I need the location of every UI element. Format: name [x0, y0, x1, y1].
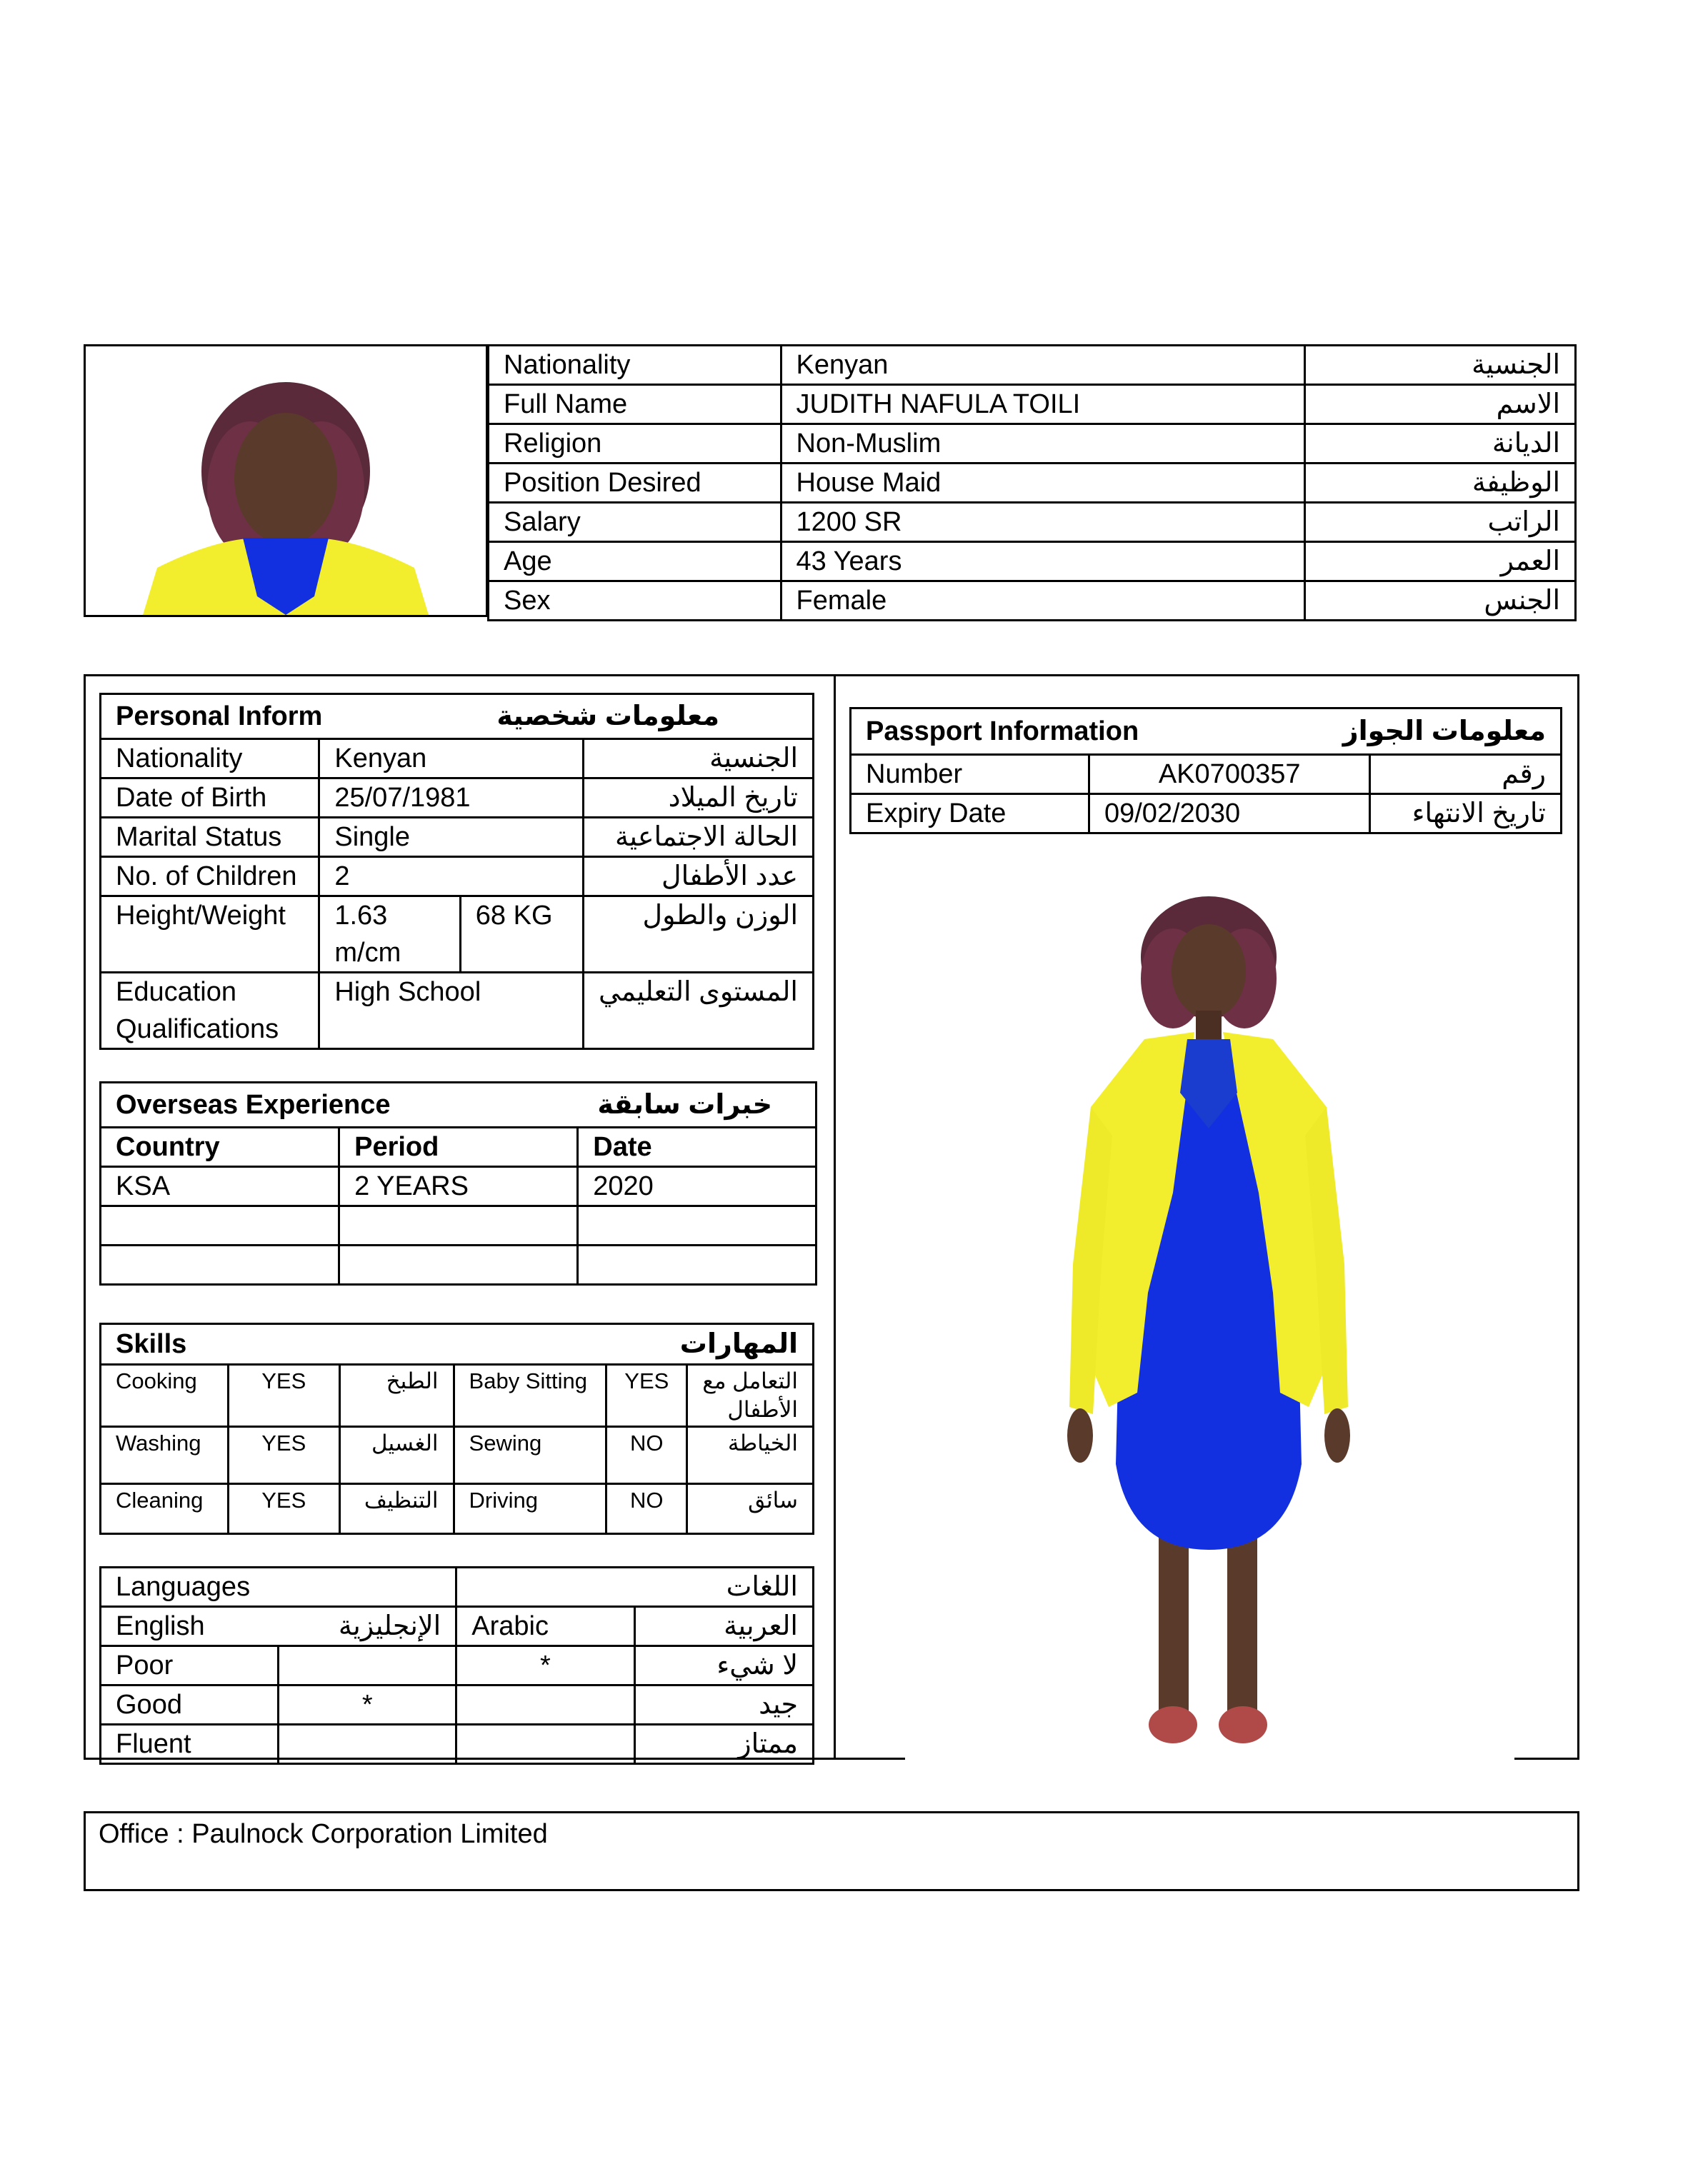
language-level-row	[101, 1685, 814, 1725]
arabic-level-mark	[456, 1725, 634, 1764]
skill-value: YES	[228, 1484, 339, 1534]
languages-title-row	[101, 1568, 814, 1607]
table-cell	[339, 1246, 578, 1285]
field-label: Marital Status	[101, 818, 319, 857]
passport-title-ar: معلومات الجواز	[1342, 716, 1546, 746]
skill-name-ar: الطبخ	[339, 1365, 454, 1427]
skill-name: Baby Sitting	[454, 1365, 606, 1427]
main-frame-right-border	[1577, 674, 1579, 1760]
main-frame-top-border	[84, 674, 1579, 676]
header-row	[489, 464, 1576, 503]
level-label-ar: ممتاز	[634, 1725, 813, 1764]
header-photo-frame	[84, 344, 488, 617]
language-english-ar: الإنجليزية	[338, 1611, 441, 1641]
passport-expiry-value: 09/02/2030	[1089, 794, 1369, 833]
english-level-mark	[279, 1646, 456, 1685]
column-header: Country	[101, 1128, 339, 1167]
header-label: Position Desired	[489, 464, 781, 503]
skill-name-ar: الخياطة	[687, 1427, 814, 1484]
overseas-table	[99, 1081, 817, 1286]
level-label: Poor	[101, 1646, 279, 1685]
header-label-ar: الجنسية	[1305, 346, 1576, 385]
skill-value: YES	[606, 1365, 687, 1427]
language-arabic-ar: العربية	[634, 1607, 813, 1646]
personal-row	[101, 739, 814, 778]
header-label-ar: الديانة	[1305, 424, 1576, 464]
personal-title-row	[101, 694, 814, 739]
level-label-ar: جيد	[634, 1685, 813, 1725]
personal-row	[101, 818, 814, 857]
column-header: Date	[578, 1128, 816, 1167]
personal-row	[101, 778, 814, 818]
table-cell: KSA	[101, 1167, 339, 1206]
header-label: Salary	[489, 503, 781, 542]
header-row	[489, 542, 1576, 581]
overseas-title: Overseas Experience	[116, 1090, 391, 1120]
english-level-mark	[279, 1725, 456, 1764]
field-value: Kenyan	[319, 739, 584, 778]
header-info-table	[487, 344, 1577, 621]
height-value-line2: m/cm	[334, 938, 401, 968]
field-value: Single	[319, 818, 584, 857]
passport-label-ar: رقم	[1370, 755, 1562, 794]
header-value: Kenyan	[781, 346, 1305, 385]
skills-table	[99, 1323, 814, 1535]
arabic-level-mark	[456, 1685, 634, 1725]
full-body-illustration	[902, 893, 1514, 1757]
skill-value: NO	[606, 1484, 687, 1534]
field-label-ar: الوزن والطول	[583, 896, 813, 973]
header-row	[489, 581, 1576, 621]
header-label-ar: الاسم	[1305, 385, 1576, 424]
personal-row	[101, 973, 814, 1049]
skill-name-ar	[687, 1365, 814, 1427]
skill-name: Cleaning	[101, 1484, 229, 1534]
header-label: Nationality	[489, 346, 781, 385]
header-label-ar: العمر	[1305, 542, 1576, 581]
passport-label: Number	[851, 755, 1089, 794]
level-label-ar: لا شيء	[634, 1646, 813, 1685]
skill-value: YES	[228, 1427, 339, 1484]
header-row	[489, 503, 1576, 542]
main-frame-divider	[834, 674, 836, 1760]
languages-title: Languages	[101, 1568, 456, 1607]
portrait-photo	[86, 346, 486, 615]
header-label: Sex	[489, 581, 781, 621]
overseas-title-ar: خبرات سابقة	[597, 1090, 772, 1120]
level-label: Fluent	[101, 1725, 279, 1764]
language-english: English	[116, 1611, 205, 1641]
languages-title-ar: اللغات	[456, 1568, 814, 1607]
passport-row	[851, 794, 1562, 833]
skills-title-ar: المهارات	[679, 1329, 798, 1359]
field-label-ar: تاريخ الميلاد	[583, 778, 813, 818]
skill-name-ar: سائق	[687, 1484, 814, 1534]
language-level-row	[101, 1725, 814, 1764]
level-label: Good	[101, 1685, 279, 1725]
table-cell: 2020	[578, 1167, 816, 1206]
skills-row	[101, 1365, 814, 1427]
skills-title: Skills	[116, 1329, 187, 1359]
skill-value: YES	[228, 1365, 339, 1427]
field-label: Date of Birth	[101, 778, 319, 818]
table-cell: 2 YEARS	[339, 1167, 578, 1206]
passport-label-ar: تاريخ الانتهاء	[1370, 794, 1562, 833]
table-cell	[101, 1206, 339, 1246]
header-row	[489, 346, 1576, 385]
skills-row	[101, 1484, 814, 1534]
skills-title-row	[101, 1324, 814, 1365]
personal-info-table	[99, 693, 814, 1050]
skill-name: Cooking	[101, 1365, 229, 1427]
header-label: Full Name	[489, 385, 781, 424]
language-level-row	[101, 1646, 814, 1685]
header-label-ar: الوظيفة	[1305, 464, 1576, 503]
personal-title: Personal Inform	[116, 701, 323, 731]
skill-name-ar-line1: التعامل مع	[702, 1368, 798, 1393]
passport-table	[849, 707, 1562, 834]
personal-row	[101, 857, 814, 896]
field-label-ar: الجنسية	[583, 739, 813, 778]
header-value: Female	[781, 581, 1305, 621]
skill-name-ar: التنظيف	[339, 1484, 454, 1534]
education-label-line1: Education	[116, 977, 237, 1007]
header-value: Non-Muslim	[781, 424, 1305, 464]
overseas-row	[101, 1167, 816, 1206]
field-label-ar: المستوى التعليمي	[583, 973, 813, 1049]
table-cell	[578, 1246, 816, 1285]
main-frame-bottom-right	[1514, 1758, 1579, 1760]
main-frame-left-border	[84, 674, 86, 1760]
header-value: 1200 SR	[781, 503, 1305, 542]
header-row	[489, 424, 1576, 464]
full-body-photo	[902, 893, 1514, 1757]
overseas-row	[101, 1206, 816, 1246]
column-header: Period	[339, 1128, 578, 1167]
header-value: House Maid	[781, 464, 1305, 503]
field-label-ar: الحالة الاجتماعية	[583, 818, 813, 857]
personal-title-ar: معلومات شخصية	[496, 701, 719, 731]
table-cell	[339, 1206, 578, 1246]
skill-value: NO	[606, 1427, 687, 1484]
overseas-title-row	[101, 1083, 816, 1128]
education-label-line2: Qualifications	[116, 1014, 279, 1044]
header-row	[489, 385, 1576, 424]
height-value-line1: 1.63	[334, 901, 388, 931]
personal-row	[101, 896, 814, 973]
field-value: 25/07/1981	[319, 778, 584, 818]
field-label	[101, 973, 319, 1049]
skill-name: Driving	[454, 1484, 606, 1534]
passport-number-value: AK0700357	[1089, 755, 1369, 794]
table-cell	[101, 1246, 339, 1285]
passport-title: Passport Information	[866, 716, 1139, 746]
header-label-ar: الراتب	[1305, 503, 1576, 542]
passport-title-row	[851, 708, 1562, 755]
skill-name-ar: الغسيل	[339, 1427, 454, 1484]
skill-name-ar-line2: الأطفال	[727, 1397, 798, 1422]
passport-label: Expiry Date	[851, 794, 1089, 833]
header-label-ar: الجنس	[1305, 581, 1576, 621]
field-value: 2	[319, 857, 584, 896]
language-arabic: Arabic	[456, 1607, 634, 1646]
field-label-ar: عدد الأطفال	[583, 857, 813, 896]
field-label: Nationality	[101, 739, 319, 778]
language-english-header	[101, 1607, 456, 1646]
languages-table	[99, 1566, 814, 1765]
overseas-row	[101, 1246, 816, 1285]
header-value: 43 Years	[781, 542, 1305, 581]
office-text: Office : Paulnock Corporation Limited	[99, 1819, 548, 1849]
overseas-header-row	[101, 1128, 816, 1167]
field-label: Height/Weight	[101, 896, 319, 973]
header-value: JUDITH NAFULA TOILI	[781, 385, 1305, 424]
skill-name: Washing	[101, 1427, 229, 1484]
field-value: High School	[319, 973, 584, 1049]
header-label: Religion	[489, 424, 781, 464]
footer-box	[84, 1811, 1579, 1891]
height-value	[319, 896, 460, 973]
table-cell	[578, 1206, 816, 1246]
languages-header-row	[101, 1607, 814, 1646]
field-label: No. of Children	[101, 857, 319, 896]
weight-value: 68 KG	[460, 896, 583, 973]
header-label: Age	[489, 542, 781, 581]
english-level-mark: *	[279, 1685, 456, 1725]
passport-row	[851, 755, 1562, 794]
skills-row	[101, 1427, 814, 1484]
skill-name: Sewing	[454, 1427, 606, 1484]
arabic-level-mark: *	[456, 1646, 634, 1685]
